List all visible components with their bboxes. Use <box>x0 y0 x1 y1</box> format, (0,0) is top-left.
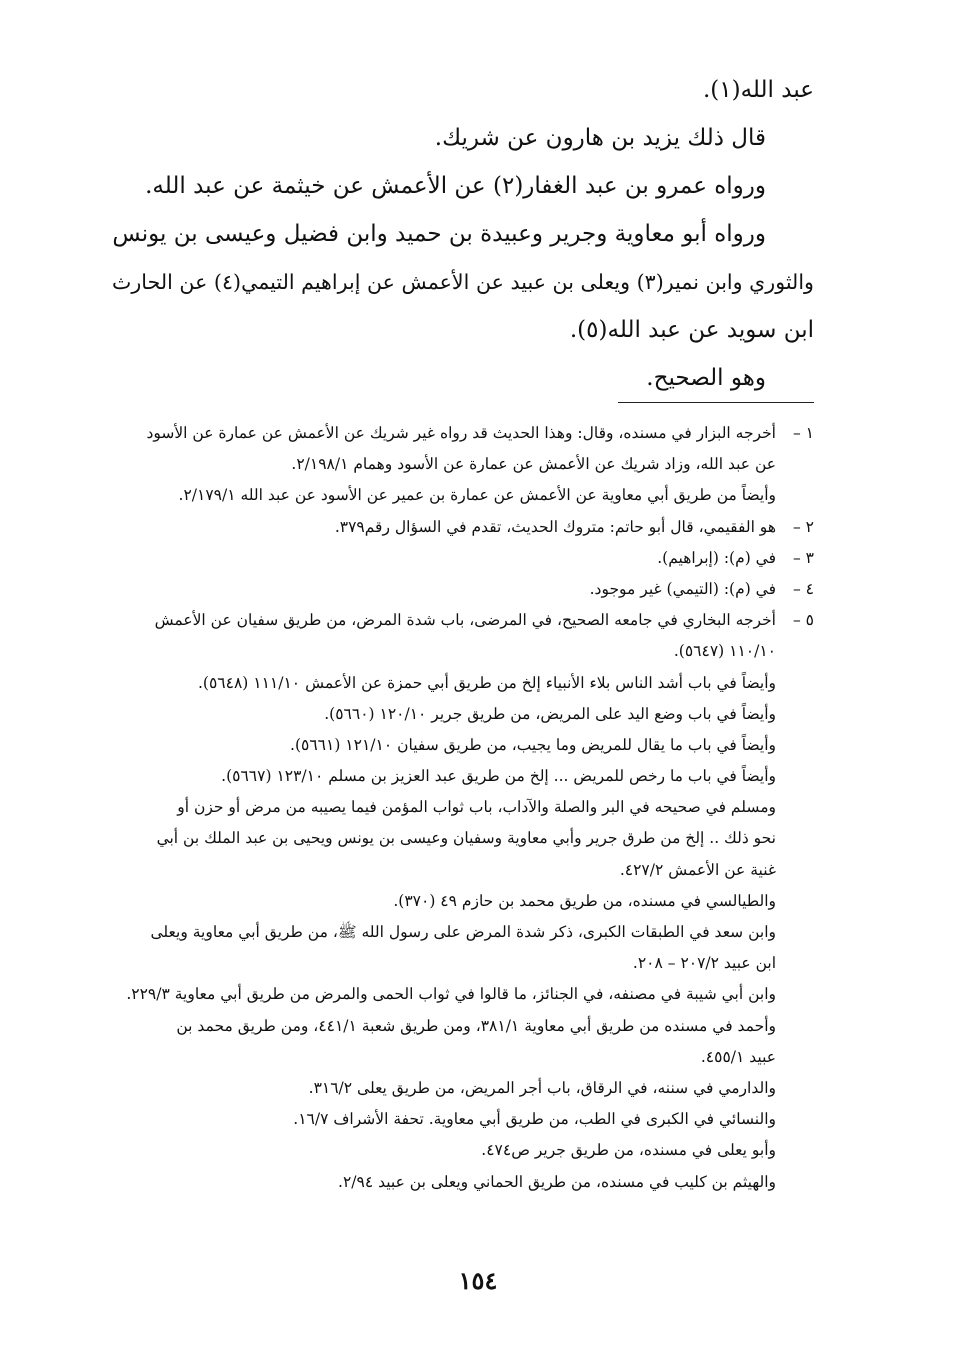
footnote-line <box>100 792 814 823</box>
footnote-line <box>100 855 814 886</box>
footnote-text: عبيد ٤٥٥/١. <box>700 1047 776 1066</box>
footnote-line <box>100 1104 814 1135</box>
footnote-line <box>100 636 814 667</box>
footnote-text: عن عبد الله، وزاد شريك عن الأعمش عن عمارة عن الأسود وهمام ٢/١٩٨/١. <box>291 455 776 474</box>
page-number: ١٥٤ <box>458 1266 498 1295</box>
footnote-text: أخرجه البخاري في جامعه الصحيح، في المرضى، باب شدة المرض، من طريق سفيان عن الأعمش <box>154 611 776 630</box>
footnote-text: والهيثم بن كليب في مسنده، من طريق الحماني ويعلى بن عبيد ٢/٩٤. <box>338 1172 776 1191</box>
footnote-text: وأحمد في مسنده من طريق أبي معاوية ٣٨١/١، ومن طريق شعبة ٤٤١/١، ومن طريق محمد بن <box>176 1016 776 1035</box>
footnote-line <box>100 979 814 1010</box>
footnote-line <box>100 512 814 543</box>
footnote-text: ومسلم في صحيحه في البر والصلة والآداب، باب ثواب المؤمن فيما يصيبه من مرض أو حزن أو <box>177 798 776 817</box>
footnote-line <box>100 480 814 511</box>
footnote-text: وأيضاً في باب أشد الناس بلاء الأنبياء إلخ من طريق أبي حمزة عن الأعمش ١١١/١٠ (٥٦٤٨). <box>198 673 776 692</box>
footnote-line <box>100 1135 814 1166</box>
footnote-number: ٥ – <box>792 611 814 630</box>
footnote-line <box>100 668 814 699</box>
footnote-text: هو الفقيمي، قال أبو حاتم: متروك الحديث، تقدم في السؤال رقم٣٧٩. <box>334 517 776 536</box>
footnote-text: وابن أبي شيبة في مصنفه، في الجنائز، ما قالوا في ثواب الحمى والمرض من طريق أبي معاوية ٢٢٩/٣. <box>126 985 776 1004</box>
footnote-line <box>100 418 814 449</box>
footnote-line <box>100 1011 814 1042</box>
footnote-number: ٢ – <box>792 517 814 536</box>
main-text-line: قال ذلك يزيد بن هارون عن شريك. <box>434 125 766 151</box>
footnote-text: وابن سعد في الطبقات الكبرى، ذكر شدة المرض على رسول الله ﷺ، من طريق أبي معاوية ويعلى <box>150 923 776 941</box>
footnote-text: ابن عبيد ٢٠٧/٢ – ٢٠٨. <box>632 954 776 973</box>
footnote-text: أخرجه البزار في مسنده، وقال: وهذا الحديث قد رواه غير شريك عن الأعمش عن عمارة عن الأسود <box>146 424 776 442</box>
footnote-line <box>100 823 814 854</box>
footnote-line <box>100 948 814 979</box>
footnote-line <box>100 886 814 917</box>
footnote-line <box>100 543 814 574</box>
footnote-line <box>100 917 814 948</box>
footnote-number: ٤ – <box>792 579 814 598</box>
main-text-line: وهو الصحيح. <box>646 365 766 391</box>
footnote-line <box>100 574 814 605</box>
footnote-line <box>100 699 814 730</box>
footnote-text: وأيضاً من طريق أبي معاوية عن الأعمش عن عمارة بن عمير عن الأسود عن عبد الله ٢/١٧٩/١. <box>178 486 776 505</box>
footnote-text: وأبو يعلى في مسنده، من طريق جرير ص٤٧٤. <box>481 1141 776 1160</box>
footnote-text: والنسائي في الكبرى في الطب، من طريق أبي معاوية. تحفة الأشراف ١٦/٧. <box>293 1110 776 1129</box>
footnote-separator <box>618 402 814 403</box>
footnote-text: وأيضاً في باب وضع اليد على المريض، من طريق جرير ١٢٠/١٠ (٥٦٦٠). <box>324 704 776 723</box>
footnote-text: في (م): (إبراهيم). <box>657 548 776 567</box>
footnotes <box>100 418 814 1198</box>
footnote-line <box>100 1073 814 1104</box>
footnote-number: ٣ – <box>792 548 814 567</box>
footnote-text: نحو ذلك .. إلخ من طرق جرير وأبي معاوية وسفيان وعيسى بن يونس ويحيى بن عبد الملك بن أبي <box>156 829 776 848</box>
main-text-line: والثوري وابن نمير(٣) ويعلى بن عبيد عن الأعمش عن إبراهيم التيمي(٤) عن الحارث <box>111 270 814 294</box>
main-text-line: ورواه عمرو بن عبد الغفار(٢) عن الأعمش عن خيثمة عن عبد الله. <box>145 173 766 199</box>
main-text-line: ورواه أبو معاوية وجرير وعبيدة بن حميد وابن فضيل وعيسى بن يونس <box>112 221 766 247</box>
footnote-line <box>100 730 814 761</box>
footnote-text: ١١٠/١٠ (٥٦٤٧). <box>673 642 776 661</box>
footnote-number: ١ – <box>792 424 814 442</box>
footnote-text: في (م): (التيمي) غير موجود. <box>589 579 776 598</box>
footnote-line <box>100 605 814 636</box>
footnote-text: والدارمي في سننه، في الرقاق، باب أجر المريض، من طريق يعلى ٣١٦/٢. <box>308 1078 776 1097</box>
main-text-line: ابن سويد عن عبد الله(٥). <box>569 317 814 343</box>
footnote-line <box>100 1042 814 1073</box>
footnote-line <box>100 1167 814 1198</box>
footnote-line <box>100 761 814 792</box>
footnote-text: والطيالسي في مسنده، من طريق محمد بن حازم ٤٩ (٣٧٠). <box>393 891 776 910</box>
main-text <box>100 66 814 402</box>
footnote-line <box>100 449 814 480</box>
footnote-text: وأيضاً في باب ما رخص للمريض ... إلخ من طريق عبد العزيز بن مسلم ١٢٣/١٠ (٥٦٦٧). <box>221 767 776 786</box>
footnote-text: وأيضاً في باب ما يقال للمريض وما يجيب، من طريق سفيان ١٢١/١٠ (٥٦٦١). <box>290 735 776 754</box>
main-text-line: عبد الله(١). <box>702 77 814 103</box>
footnote-text: غنية عن الأعمش ٤٢٧/٢. <box>619 860 776 879</box>
